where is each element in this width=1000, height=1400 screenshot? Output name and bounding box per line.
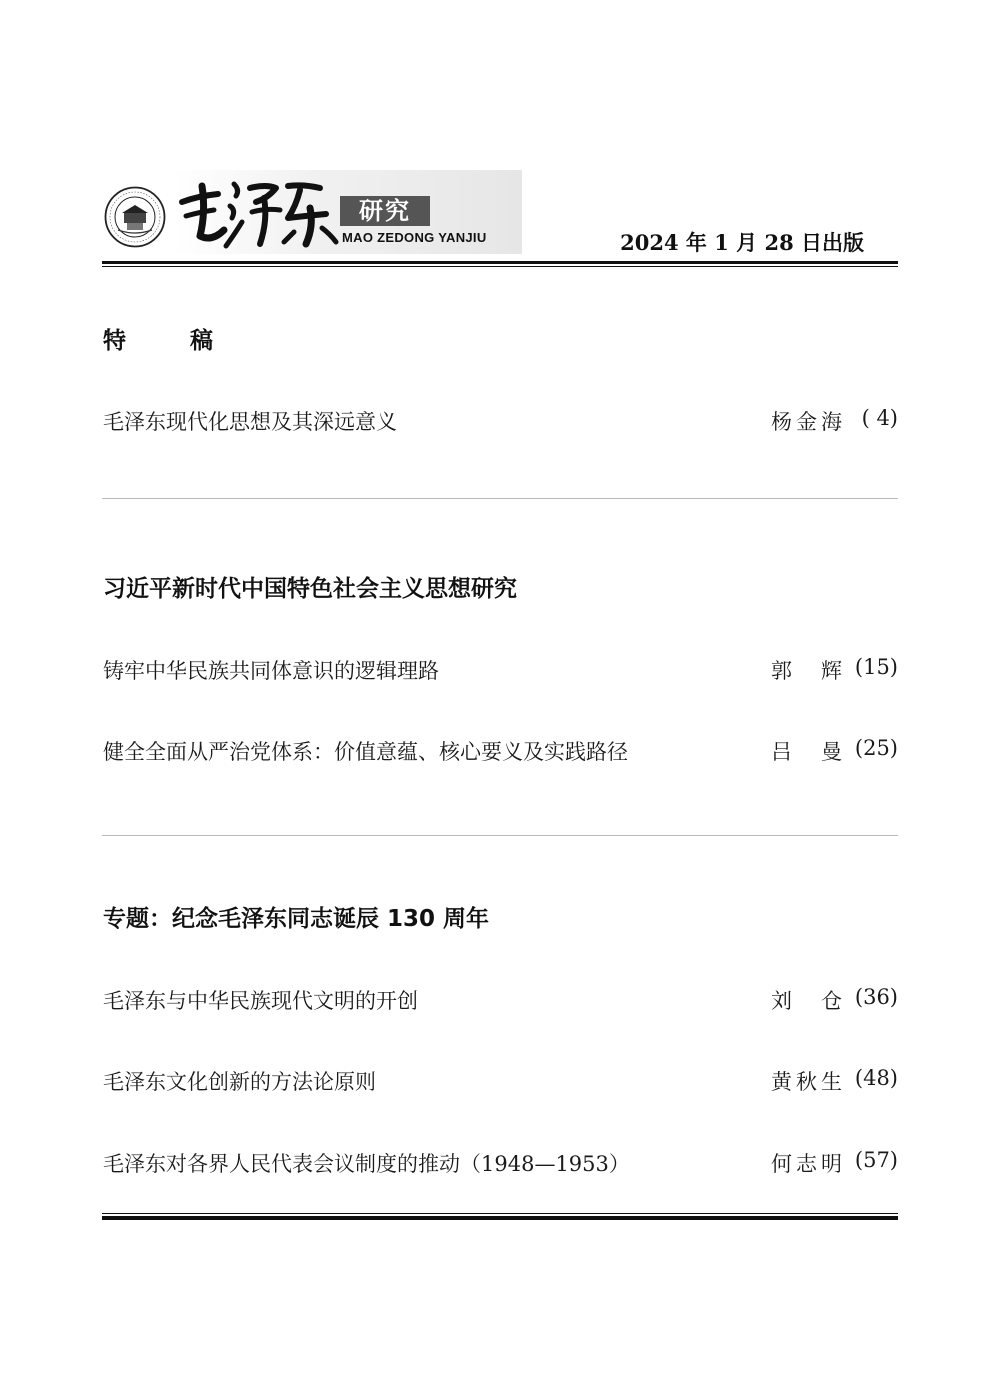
- masthead: [102, 170, 898, 260]
- footer-rule-thick: [102, 1216, 898, 1220]
- article-page: ( 4): [861, 406, 898, 430]
- toc-entry[interactable]: [103, 1066, 898, 1096]
- publication-date: 2024 年 1 月 28 日出版: [620, 230, 864, 255]
- header-rule-thick: [102, 261, 898, 264]
- article-title: 毛泽东与中华民族现代文明的开创: [103, 989, 418, 1013]
- article-author: 杨金海: [771, 410, 846, 434]
- article-page: (36): [854, 985, 898, 1009]
- article-author: 何志明: [771, 1152, 846, 1176]
- article-title: 毛泽东对各界人民代表会议制度的推动（1948—1953）: [103, 1152, 630, 1176]
- article-author: 郭 辉: [771, 659, 846, 683]
- toc-entry[interactable]: [103, 655, 898, 685]
- article-title: 铸牢中华民族共同体意识的逻辑理路: [103, 659, 439, 683]
- article-page: (48): [854, 1066, 898, 1090]
- institute-seal-icon: [104, 186, 166, 248]
- section-heading-special: 特稿: [103, 328, 277, 354]
- article-title: 健全全面从严治党体系：价值意蕴、核心要义及实践路径: [103, 740, 628, 764]
- toc-entry[interactable]: [103, 985, 898, 1015]
- toc-entry[interactable]: [103, 406, 898, 436]
- section-heading-xi-thought: 习近平新时代中国特色社会主义思想研究: [103, 576, 517, 602]
- calligraphy-title-logo: [176, 172, 344, 252]
- article-author: 刘 仓: [771, 989, 846, 1013]
- article-author: 吕 曼: [771, 740, 846, 764]
- article-title: 毛泽东现代化思想及其深远意义: [103, 410, 397, 434]
- journal-english-name: MAO ZEDONG YANJIU: [342, 230, 487, 245]
- article-author: 黄秋生: [771, 1070, 846, 1094]
- toc-entry[interactable]: [103, 1148, 898, 1178]
- article-page: (15): [854, 655, 898, 679]
- header-rule-thin: [102, 266, 898, 267]
- footer-rule-thin: [102, 1213, 898, 1214]
- toc-entry[interactable]: [103, 736, 898, 766]
- section-heading-special-topic: 专题：纪念毛泽东同志诞辰 130 周年: [103, 906, 490, 932]
- article-page: (57): [854, 1148, 898, 1172]
- section-divider: [102, 835, 898, 836]
- journal-title-suffix: 研究: [340, 196, 430, 226]
- article-page: (25): [854, 736, 898, 760]
- article-title: 毛泽东文化创新的方法论原则: [103, 1070, 376, 1094]
- section-divider: [102, 498, 898, 499]
